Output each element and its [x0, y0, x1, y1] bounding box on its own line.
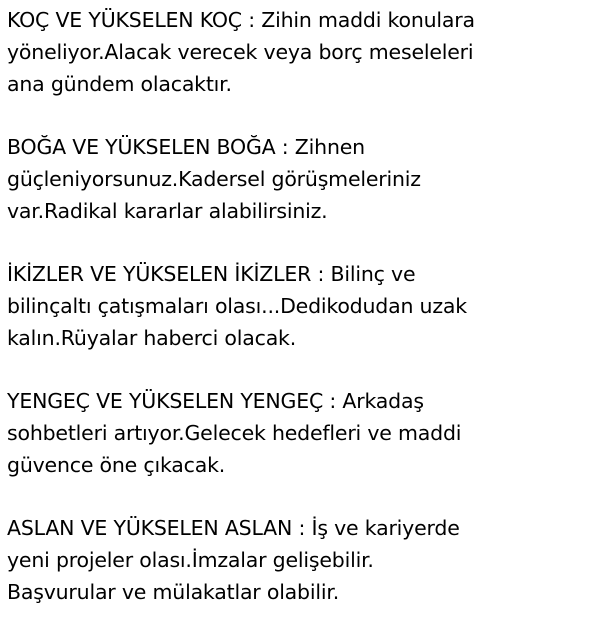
entry-ikizler-line-1: İKİZLER VE YÜKSELEN İKİZLER : Bilinç ve	[7, 262, 416, 286]
entry-aslan	[7, 512, 597, 608]
entry-aslan-line-2: yeni projeler olası.İmzalar gelişebilir.	[7, 548, 374, 572]
entry-aslan-line-3: Başvurular ve mülakatlar olabilir.	[7, 580, 340, 604]
entry-koc-line-1: KOÇ VE YÜKSELEN KOÇ : Zihin maddi konulara	[7, 8, 475, 32]
entry-ikizler	[7, 258, 597, 354]
entry-yengec	[7, 385, 597, 481]
entry-boga-line-3: var.Radikal kararlar alabilirsiniz.	[7, 199, 328, 223]
entry-yengec-line-1: YENGEÇ VE YÜKSELEN YENGEÇ : Arkadaş	[7, 389, 424, 413]
entry-boga	[7, 131, 597, 227]
entry-boga-line-2: güçleniyorsunuz.Kadersel görüşmeleriniz	[7, 167, 421, 191]
entry-koc-line-3: ana gündem olacaktır.	[7, 72, 232, 96]
entry-boga-line-1: BOĞA VE YÜKSELEN BOĞA : Zihnen	[7, 135, 365, 159]
entry-yengec-line-2: sohbetleri artıyor.Gelecek hedefleri ve maddi	[7, 421, 462, 445]
entry-ikizler-line-2: bilinçaltı çatışmaları olası...Dedikodudan uzak	[7, 294, 467, 318]
entry-koc-line-2: yöneliyor.Alacak verecek veya borç meseleleri	[7, 40, 474, 64]
entry-aslan-line-1: ASLAN VE YÜKSELEN ASLAN : İş ve kariyerde	[7, 516, 460, 540]
entry-yengec-line-3: güvence öne çıkacak.	[7, 453, 226, 477]
entry-ikizler-line-3: kalın.Rüyalar haberci olacak.	[7, 326, 297, 350]
entry-koc	[7, 4, 597, 100]
